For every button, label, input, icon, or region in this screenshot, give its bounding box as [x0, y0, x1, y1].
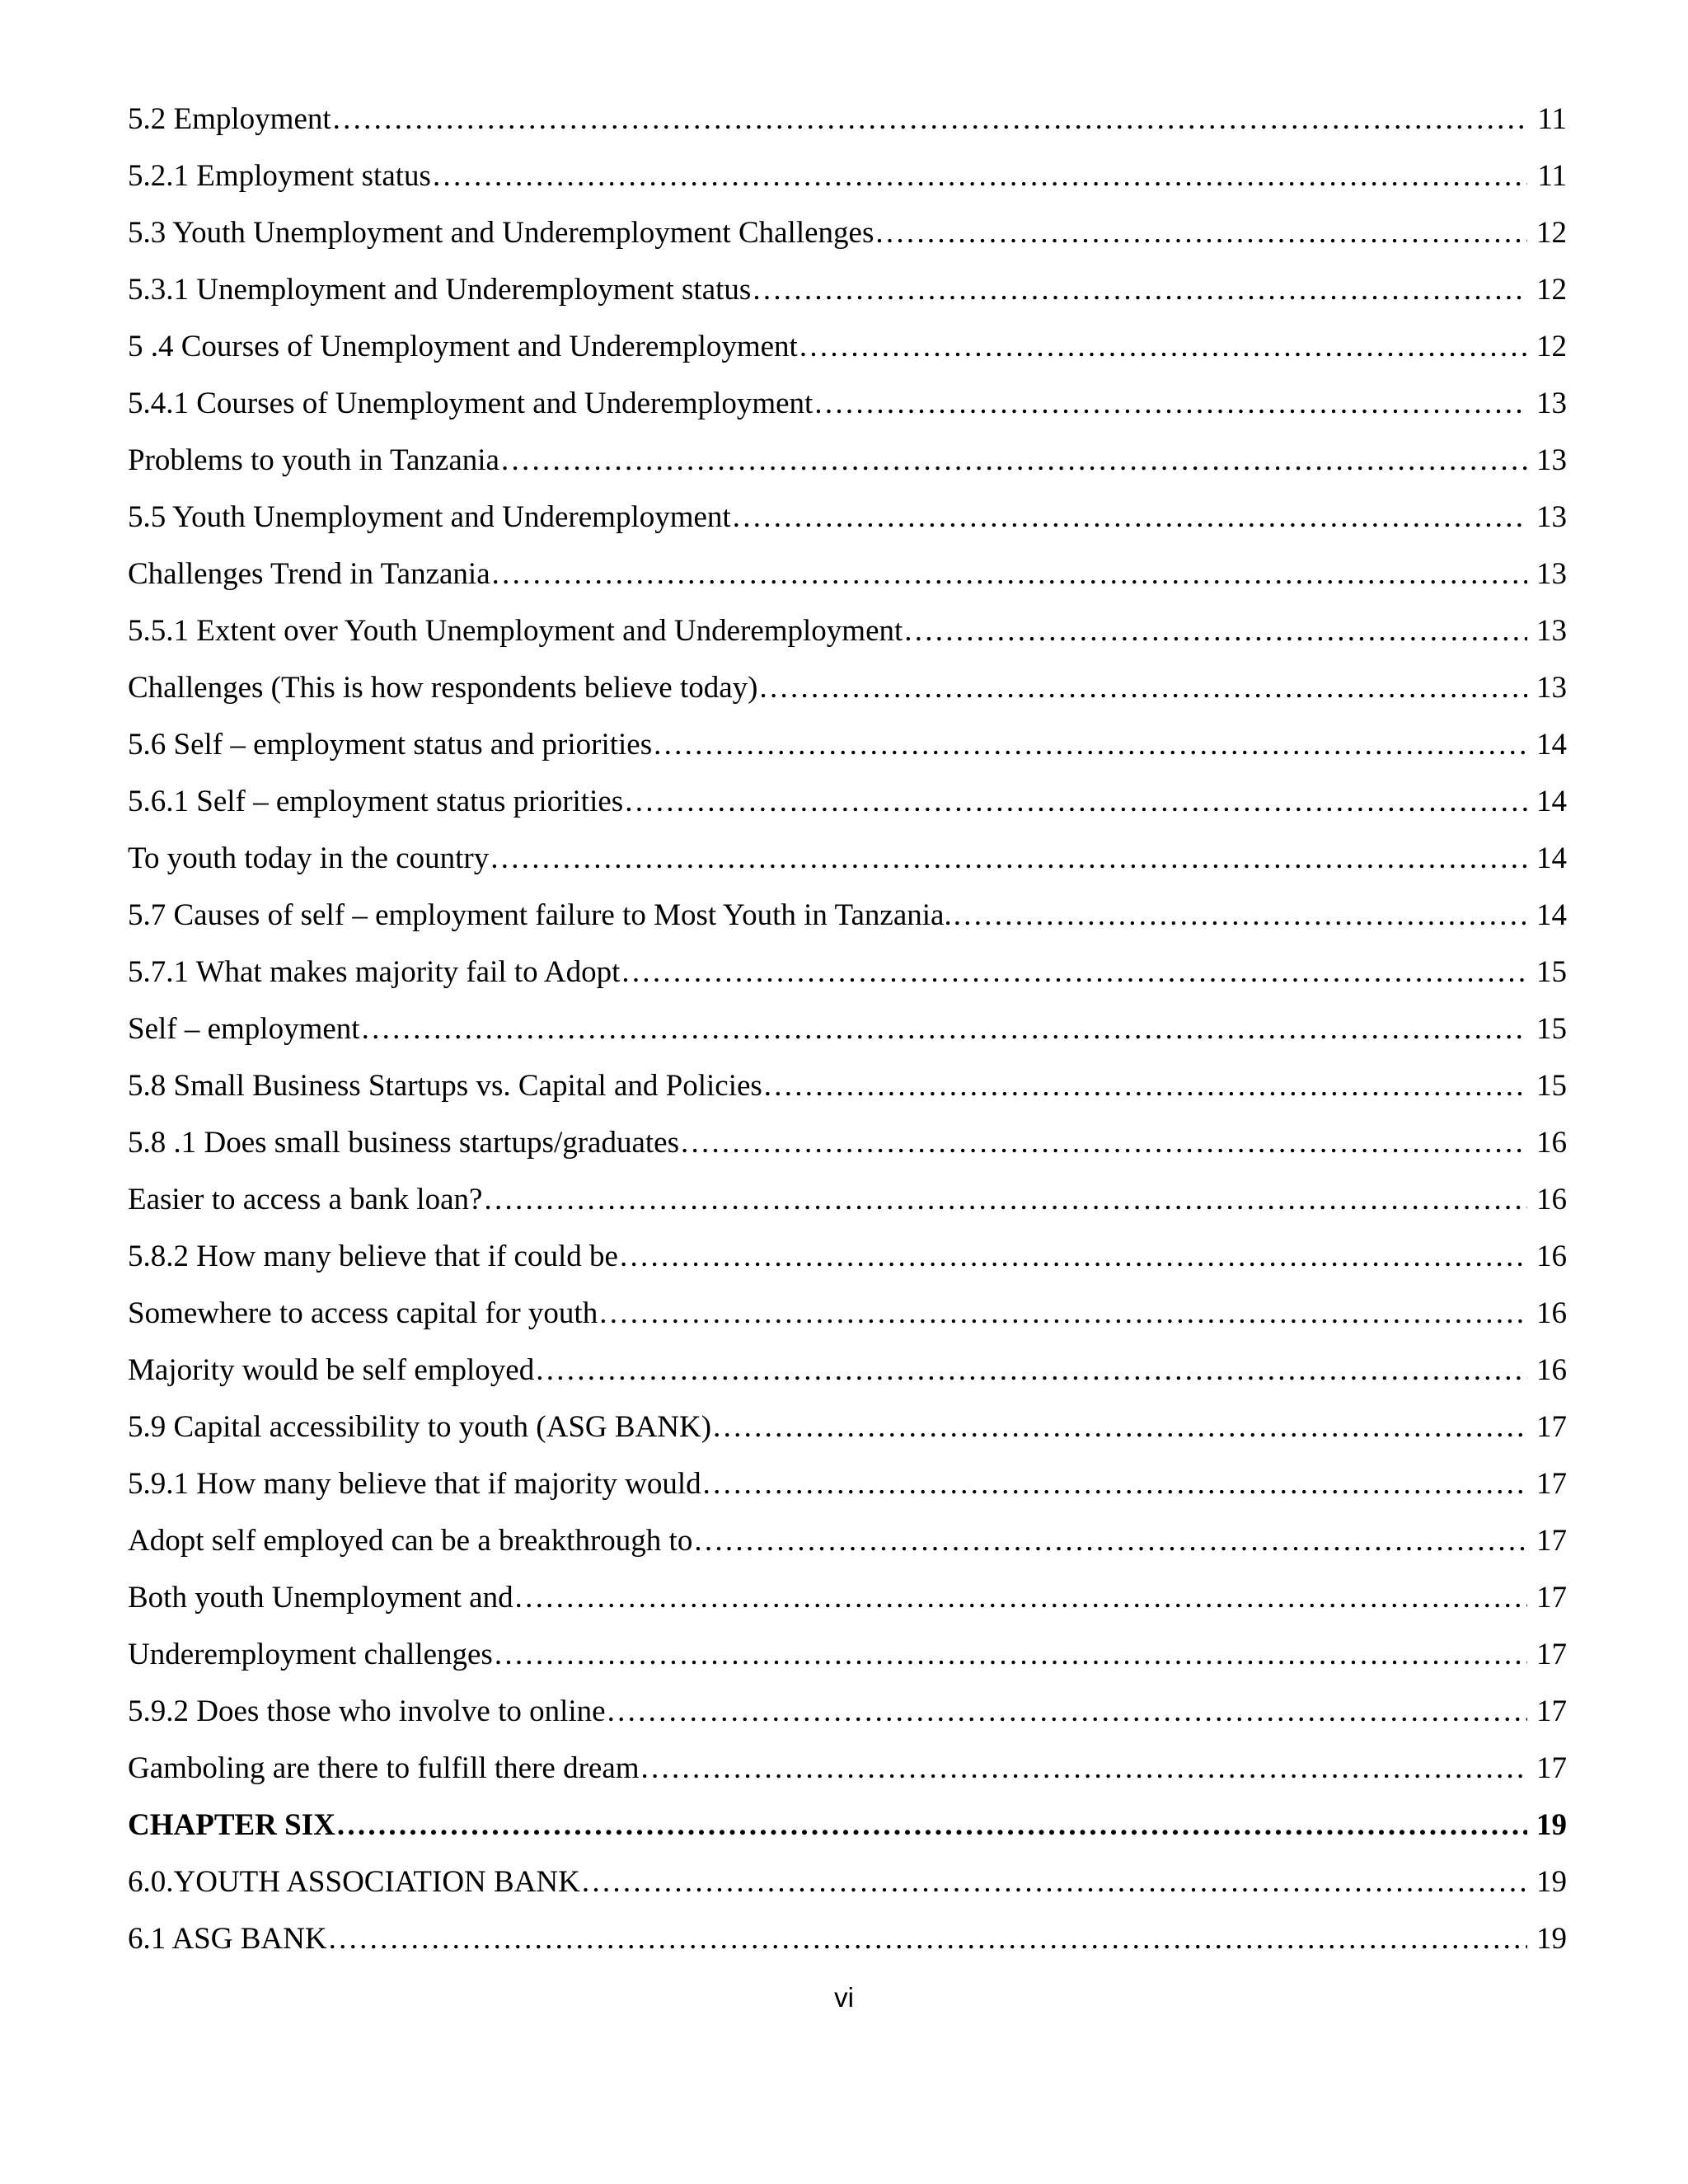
toc-entry-title: 6.0.YOUTH ASSOCIATION BANK — [128, 1865, 580, 1899]
toc-entry[interactable] — [128, 1740, 1567, 1797]
toc-entry[interactable] — [128, 659, 1567, 716]
toc-entry-page-number: 17 — [1536, 1410, 1567, 1444]
toc-entry-title: Challenges Trend in Tanzania — [128, 557, 490, 591]
toc-entry[interactable] — [128, 1342, 1567, 1399]
toc-entry[interactable] — [128, 773, 1567, 830]
toc-entry[interactable] — [128, 1626, 1567, 1683]
toc-entry[interactable] — [128, 432, 1567, 489]
toc-entry-title: 5.2 Employment — [128, 102, 331, 136]
toc-entry-page-number: 12 — [1536, 216, 1567, 250]
toc-entry-title: Self – employment — [128, 1012, 360, 1046]
toc-entry-page-number: 14 — [1536, 898, 1567, 932]
toc-entry-page-number: 17 — [1536, 1581, 1567, 1615]
toc-entry-title: Problems to youth in Tanzania — [128, 443, 499, 477]
toc-entry[interactable] — [128, 1399, 1567, 1455]
dot-leader — [713, 1399, 1527, 1455]
dot-leader — [333, 91, 1527, 148]
toc-entry[interactable] — [128, 1854, 1567, 1910]
dot-leader — [641, 1740, 1527, 1797]
toc-entry-title: 5 .4 Courses of Unemployment and Underemployment — [128, 330, 798, 363]
dot-leader — [694, 1512, 1527, 1569]
dot-leader — [501, 432, 1527, 489]
dot-leader — [329, 1910, 1527, 1967]
toc-entry-title: Easier to access a bank loan? — [128, 1183, 483, 1216]
toc-entry[interactable] — [128, 1114, 1567, 1171]
toc-entry-title: 5.3.1 Unemployment and Underemployment status — [128, 273, 752, 307]
page-number: vi — [834, 1982, 854, 2013]
toc-entry-title: 5.8.2 How many believe that if could be — [128, 1240, 618, 1273]
dot-leader — [753, 261, 1527, 318]
toc-entry-title: CHAPTER SIX — [128, 1808, 335, 1842]
toc-entry[interactable] — [128, 91, 1567, 148]
toc-entry[interactable] — [128, 1683, 1567, 1740]
toc-entry-title: Both youth Unemployment and — [128, 1581, 513, 1615]
toc-entry-title: 6.1 ASG BANK — [128, 1922, 327, 1956]
dot-leader — [495, 1626, 1527, 1683]
dot-leader — [337, 1797, 1527, 1854]
toc-entry[interactable] — [128, 1455, 1567, 1512]
toc-entry-page-number: 12 — [1536, 273, 1567, 307]
toc-entry-page-number: 14 — [1536, 728, 1567, 762]
dot-leader — [954, 887, 1527, 944]
dot-leader — [607, 1683, 1527, 1740]
dot-leader — [582, 1854, 1527, 1910]
table-of-contents — [128, 91, 1567, 1967]
toc-entry-page-number: 15 — [1536, 1069, 1567, 1103]
toc-entry[interactable] — [128, 887, 1567, 944]
toc-entry-title: 5.2.1 Employment status — [128, 159, 431, 193]
dot-leader — [515, 1569, 1527, 1626]
toc-entry[interactable] — [128, 318, 1567, 375]
toc-entry-page-number: 15 — [1536, 955, 1567, 989]
toc-entry-page-number: 16 — [1536, 1240, 1567, 1273]
toc-entry[interactable] — [128, 830, 1567, 887]
toc-entry-page-number: 15 — [1536, 1012, 1567, 1046]
dot-leader — [681, 1114, 1527, 1171]
dot-leader — [764, 1057, 1527, 1114]
dot-leader — [814, 375, 1527, 432]
toc-entry-page-number: 17 — [1536, 1467, 1567, 1501]
toc-entry[interactable] — [128, 602, 1567, 659]
dot-leader — [536, 1342, 1527, 1399]
toc-entry-page-number: 17 — [1536, 1638, 1567, 1671]
toc-entry[interactable] — [128, 1228, 1567, 1285]
toc-entry-page-number: 19 — [1536, 1808, 1567, 1842]
dot-leader — [703, 1455, 1527, 1512]
toc-entry[interactable] — [128, 148, 1567, 204]
toc-entry-title: Majority would be self employed — [128, 1353, 535, 1387]
toc-entry[interactable] — [128, 1285, 1567, 1342]
toc-entry-title: 5.7 Causes of self – employment failure to Most Youth in Tanzania. — [128, 898, 952, 932]
toc-entry-page-number: 11 — [1537, 159, 1567, 193]
toc-entry[interactable] — [128, 1057, 1567, 1114]
dot-leader — [621, 944, 1527, 1001]
toc-entry-page-number: 16 — [1536, 1353, 1567, 1387]
toc-entry-page-number: 19 — [1536, 1865, 1567, 1899]
dot-leader — [620, 1228, 1527, 1285]
toc-entry[interactable] — [128, 546, 1567, 602]
dot-leader — [904, 602, 1527, 659]
toc-entry-page-number: 19 — [1536, 1922, 1567, 1956]
dot-leader — [799, 318, 1527, 375]
toc-entry-page-number: 17 — [1536, 1751, 1567, 1785]
toc-entry-page-number: 17 — [1536, 1694, 1567, 1728]
toc-entry-page-number: 13 — [1536, 557, 1567, 591]
toc-entry-title: Underemployment challenges — [128, 1638, 493, 1671]
toc-entry-title: 5.8 Small Business Startups vs. Capital and Policies — [128, 1069, 762, 1103]
toc-entry-page-number: 13 — [1536, 671, 1567, 705]
toc-entry-title: 5.4.1 Courses of Unemployment and Underemployment — [128, 387, 814, 420]
toc-entry-title: Gamboling are there to fulfill there dream — [128, 1751, 640, 1785]
toc-entry[interactable] — [128, 1171, 1567, 1228]
toc-entry[interactable] — [128, 1512, 1567, 1569]
toc-entry-title: To youth today in the country — [128, 841, 490, 875]
toc-entry[interactable] — [128, 204, 1567, 261]
dot-leader — [362, 1001, 1527, 1057]
dot-leader — [625, 773, 1527, 830]
toc-entry-page-number: 13 — [1536, 614, 1567, 648]
toc-entry[interactable] — [128, 1910, 1567, 1967]
toc-entry[interactable] — [128, 261, 1567, 318]
toc-entry-title: 5.9.1 How many believe that if majority would — [128, 1467, 701, 1501]
toc-entry-page-number: 13 — [1536, 387, 1567, 420]
toc-entry-title: 5.7.1 What makes majority fail to Adopt — [128, 955, 621, 989]
toc-entry-title: 5.6 Self – employment status and priorities — [128, 728, 653, 762]
toc-entry-title: Challenges (This is how respondents believe today) — [128, 671, 758, 705]
toc-entry[interactable] — [128, 1569, 1567, 1626]
toc-entry[interactable] — [128, 489, 1567, 546]
toc-entry-title: 5.5.1 Extent over Youth Unemployment and Underemployment — [128, 614, 903, 648]
dot-leader — [875, 204, 1527, 261]
dot-leader — [433, 148, 1527, 204]
toc-entry-page-number: 16 — [1536, 1296, 1567, 1330]
toc-entry[interactable] — [128, 1001, 1567, 1057]
toc-entry[interactable] — [128, 716, 1567, 773]
toc-entry-page-number: 16 — [1536, 1183, 1567, 1216]
dot-leader — [484, 1171, 1527, 1228]
dot-leader — [492, 546, 1527, 602]
toc-entry-page-number: 13 — [1536, 500, 1567, 534]
dot-leader — [654, 716, 1527, 773]
dot-leader — [760, 659, 1528, 716]
dot-leader — [490, 830, 1527, 887]
toc-entry-page-number: 14 — [1536, 785, 1567, 818]
toc-entry-title: 5.5 Youth Unemployment and Underemployment — [128, 500, 731, 534]
toc-entry-page-number: 12 — [1536, 330, 1567, 363]
dot-leader — [599, 1285, 1527, 1342]
toc-entry-page-number: 11 — [1537, 102, 1567, 136]
toc-entry-title: 5.9.2 Does those who involve to online — [128, 1694, 606, 1728]
dot-leader — [733, 489, 1527, 546]
toc-entry-page-number: 17 — [1536, 1524, 1567, 1558]
toc-entry-title: Somewhere to access capital for youth — [128, 1296, 598, 1330]
toc-entry[interactable] — [128, 1797, 1567, 1854]
toc-entry-title: 5.3 Youth Unemployment and Underemployment Challenges — [128, 216, 874, 250]
toc-entry-page-number: 13 — [1536, 443, 1567, 477]
toc-entry-title: Adopt self employed can be a breakthrough to — [128, 1524, 693, 1558]
toc-entry[interactable] — [128, 944, 1567, 1001]
toc-entry-page-number: 16 — [1536, 1126, 1567, 1160]
toc-entry-page-number: 14 — [1536, 841, 1567, 875]
toc-entry-title: 5.6.1 Self – employment status priorities — [128, 785, 624, 818]
toc-entry-title: 5.8 .1 Does small business startups/graduates — [128, 1126, 679, 1160]
toc-entry[interactable] — [128, 375, 1567, 432]
toc-entry-title: 5.9 Capital accessibility to youth (ASG BANK) — [128, 1410, 712, 1444]
